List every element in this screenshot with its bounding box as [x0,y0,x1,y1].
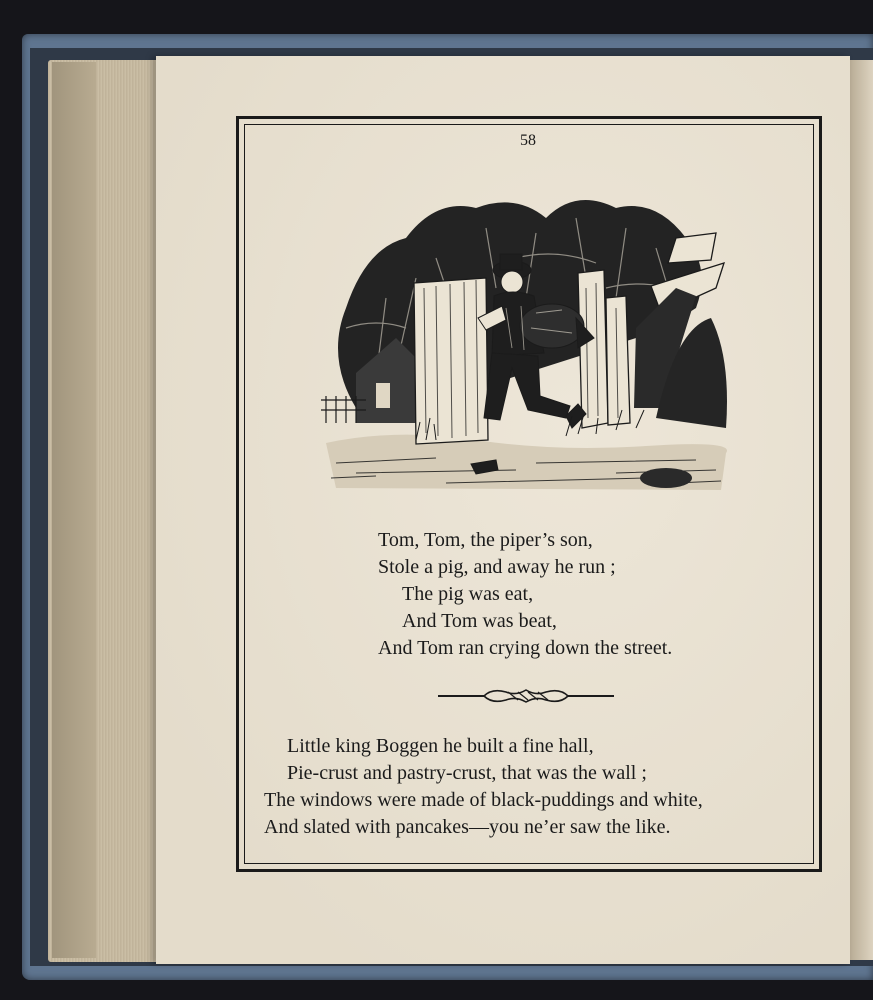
rhyme-line: The windows were made of black-puddings and white, [264,789,703,811]
rhyme-line: Little king Boggen he built a fine hall, [287,735,594,757]
ornament-divider-icon [436,686,616,706]
rhyme-line: Tom, Tom, the piper’s son, [378,529,593,551]
rhyme-tom-piper [378,527,672,662]
facing-page-edge [850,60,873,960]
rhyme-line: Pie-crust and pastry-crust, that was the wall ; [287,762,647,784]
rhyme-line: The pig was eat, [402,583,534,605]
rhyme-line: And Tom ran crying down the street. [378,637,673,659]
page-number: 58 [520,132,536,149]
rhyme-line: Stole a pig, and away he run ; [378,556,616,578]
page-edges-shadow [52,62,96,958]
rhyme-line: And Tom was beat, [402,610,557,632]
rhyme-line: And slated with pancakes—you ne’er saw the like. [264,816,671,838]
rhyme-king-boggen [264,733,703,841]
tom-piper-son-woodcut-icon [316,178,736,496]
